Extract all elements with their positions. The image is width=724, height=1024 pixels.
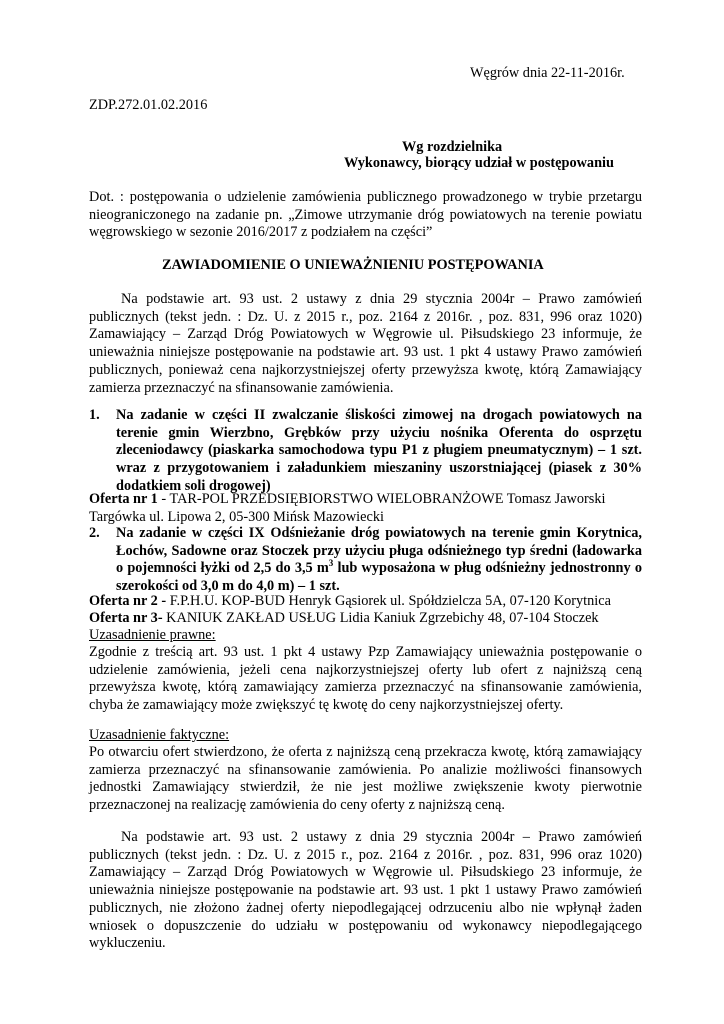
reference-number: ZDP.272.01.02.2016	[89, 97, 208, 113]
offer-1	[89, 491, 642, 526]
list-item-part-9	[89, 525, 642, 596]
date-line: Węgrów dnia 22-11-2016r.	[470, 65, 625, 81]
offer-text: KANIUK ZAKŁAD USŁUG Lidia Kaniuk Zgrzebichy 48, 07-104 Stoczek	[162, 610, 599, 626]
list-item-text	[89, 525, 642, 596]
list-item-text-part-a: Na zadanie w części IX Odśnieżanie dróg powiatowych na terenie gmin Korytnica, Łochów, Sadowne oraz Stoczek przy użyciu pługa odśnieżnego typ średni (ładowarka o pojemności łyżki od 2,5 do 3,5 m	[116, 525, 642, 577]
offer-label: Oferta nr 1	[89, 491, 158, 507]
list-item-text-part-b: lub wyposażona w pług odśnieżny jednostronny o szerokości od 3,0 m do 4,0 m) – 1 szt.	[116, 560, 642, 595]
legal-justification-heading: Uzasadnienie prawne:	[89, 627, 216, 643]
paragraph-annulment-price: Na podstawie art. 93 ust. 2 ustawy z dnia 29 stycznia 2004r – Prawo zamówień publicznych (tekst jedn. : Dz. U. z 2015 r., poz. 2164 z 2016r. , poz. 831, 996 oraz 1020) Zamawiający – Zarząd Dróg Powiatowych w Węgrowie ul. Piłsudskiego 23 informuje, że unieważnia niniejsze postępowanie na podstawie art. 93 ust. 1 pkt 4 ustawy Prawo zamówień publicznych, ponieważ cena najkorzystniejszej oferty przewyższa kwotę, którą Zamawiający zamierza przeznaczyć na sfinansowanie zamówienia.	[89, 291, 642, 396]
offer-2	[89, 593, 611, 611]
document-title: ZAWIADOMIENIE O UNIEWAŻNIENIU POSTĘPOWANIA	[162, 257, 544, 273]
offer-label: Oferta nr 3-	[89, 610, 163, 626]
subject-line: Dot. : postępowania o udzielenie zamówienia publicznego prowadzonego w trybie przetargu nieograniczonego na zadanie pn. „Zimowe utrzymanie dróg powiatowych na terenie powiatu węgrowskiego w sezonie 2016/2017 z podziałem na części”	[89, 189, 642, 241]
offer-3	[89, 610, 599, 628]
factual-justification-text: Po otwarciu ofert stwierdzono, że oferta z najniższą ceną przekracza kwotę, którą zamawiający zamierza przeznaczyć na sfinansowanie zamówienia. Po analizie możliwości finansowych jednostki Zamawiający stwierdził, że nie jest możliwe zwiększenie kwoty pierwotnie przeznaczonej na realizację zamówienia do ceny oferty z najniższą ceną.	[89, 744, 642, 814]
legal-justification-text: Zgodnie z treścią art. 93 ust. 1 pkt 4 ustawy Pzp Zamawiający unieważnia postępowanie o udzielenie zamówienia, jeżeli cena najkorzystniejszej oferty lub ofert z najniższą ceną przewyższa kwotę, którą zamawiający zamierza przeznaczyć na sfinansowanie zamówienia, chyba że zamawiający może zwiększyć tę kwotę do ceny najkorzystniejszej oferty.	[89, 644, 642, 714]
list-item-number: 2.	[89, 525, 100, 541]
list-item-number: 1.	[89, 407, 100, 423]
recipient-contractors: Wykonawcy, biorący udział w postępowaniu	[344, 155, 614, 171]
offer-label: Oferta nr 2 -	[89, 593, 167, 609]
paragraph-annulment-no-offers: Na podstawie art. 93 ust. 2 ustawy z dnia 29 stycznia 2004r – Prawo zamówień publicznych (tekst jedn. : Dz. U. z 2015 r., poz. 2164 z 2016r. , poz. 831, 996 oraz 1020) Zamawiający – Zarząd Dróg Powiatowych w Węgrowie ul. Piłsudskiego 23 informuje, że unieważnia niniejsze postępowanie na podstawie art. 93 ust. 1 pkt 1 ustawy Prawo zamówień publicznych, nie złożono żadnej oferty niepodlegającej odrzuceniu albo nie wpłynął żaden wniosek o dopuszczenie do udziału w postępowaniu od wykonawcy niepodlegającego wykluczeniu.	[89, 829, 642, 952]
offer-text: - TAR-POL PRZEDSIĘBIORSTWO WIELOBRANŻOWE Tomasz Jaworski Targówka ul. Lipowa 2, 05-300 Mińsk Mazowiecki	[89, 491, 606, 525]
factual-justification-heading: Uzasadnienie faktyczne:	[89, 727, 230, 743]
list-item-part-2	[89, 407, 642, 496]
offer-text: F.P.H.U. KOP-BUD Henryk Gąsiorek ul. Spółdzielcza 5A, 07-120 Korytnica	[166, 593, 611, 609]
list-item-text: Na zadanie w części II zwalczanie śliskości zimowej na drogach powiatowych na terenie gmin Wierzbno, Grębków przy użyciu nośnika Oferenta do osprzętu zleceniodawcy (piaskarka samochodowa typu P1 z pługiem pneumatycznym) – 1 szt. wraz z przygotowaniem i załadunkiem mieszaniny uszorstniającej (piasek z 30% dodatkiem soli drogowej)	[116, 407, 642, 494]
superscript-cubic: 3	[328, 558, 334, 569]
recipient-distribution: Wg rozdzielnika	[402, 139, 503, 155]
